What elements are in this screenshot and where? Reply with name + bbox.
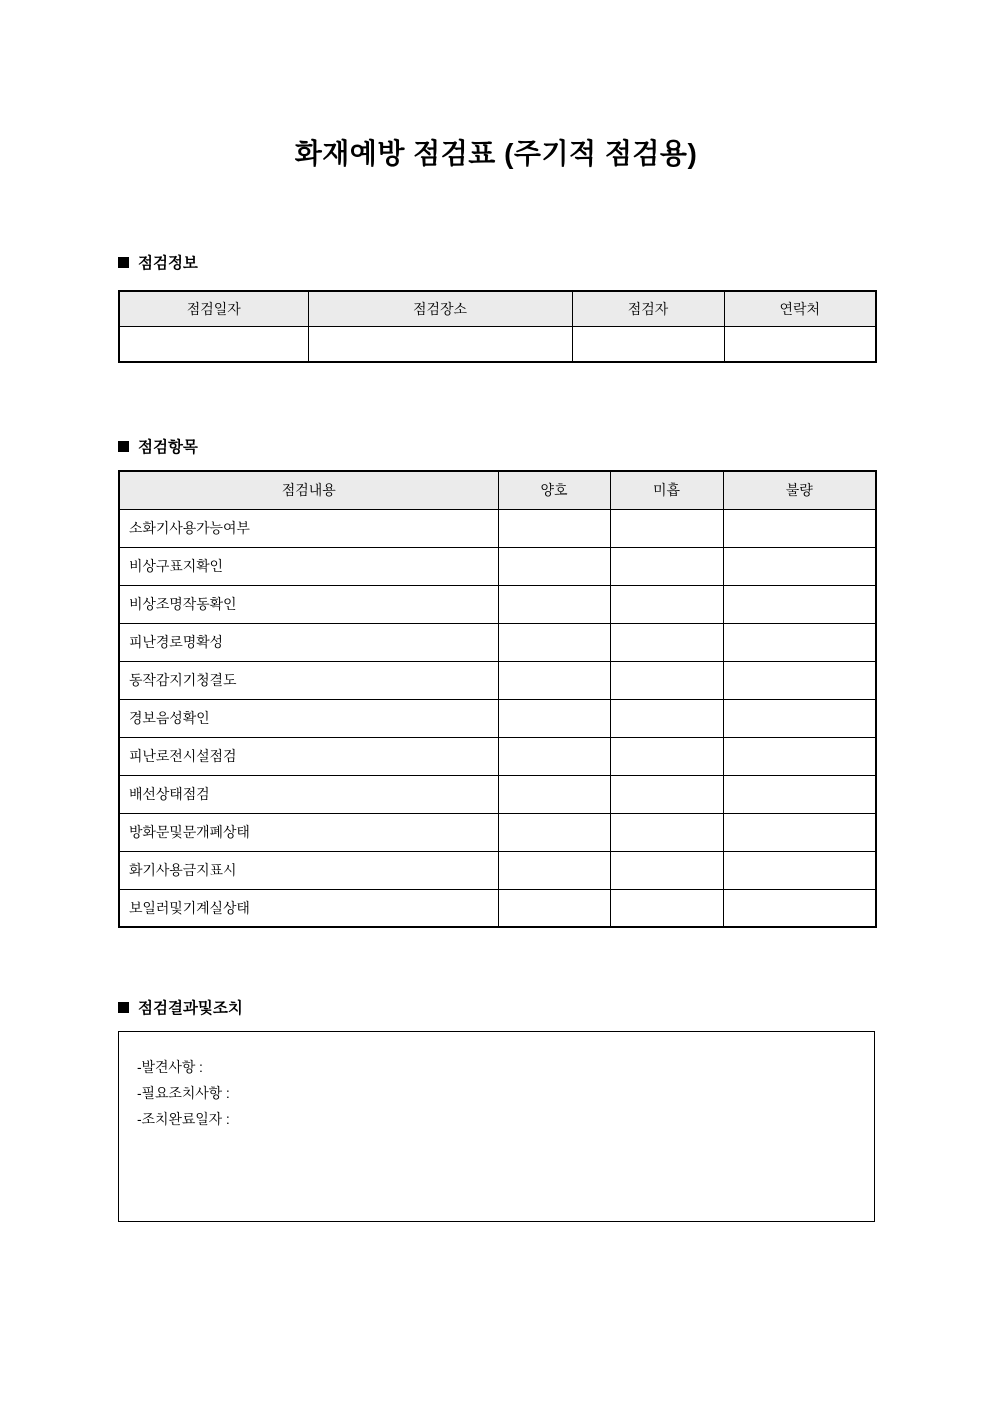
bad-mark-cell[interactable] [723,585,876,623]
info-value-contact[interactable] [724,326,876,362]
result-line-findings: -발견사항 : [137,1059,203,1075]
section-heading-info-label: 점검정보 [138,255,198,272]
fair-mark-cell[interactable] [610,889,723,927]
section-heading-info [118,251,198,273]
table-row [119,699,876,737]
item-name-cell: 피난경로명확성 [119,623,498,661]
info-header-date: 점검일자 [119,291,308,326]
bad-mark-cell[interactable] [723,547,876,585]
section-heading-result [118,996,243,1018]
table-row [119,326,876,362]
info-value-person[interactable] [572,326,724,362]
fair-mark-cell[interactable] [610,699,723,737]
good-mark-cell[interactable] [498,585,610,623]
section-heading-result-label: 점검결과및조치 [138,1000,243,1017]
info-value-place[interactable] [308,326,572,362]
section-heading-items [118,435,198,457]
table-row [119,547,876,585]
good-mark-cell[interactable] [498,737,610,775]
good-mark-cell[interactable] [498,509,610,547]
good-mark-cell[interactable] [498,699,610,737]
square-bullet-icon [118,441,129,452]
item-name-cell: 피난로전시설점검 [119,737,498,775]
items-header-good: 양호 [498,471,610,509]
page-title: 화재예방 점검표 (주기적 점검용) [294,138,698,169]
table-header-row [119,291,876,326]
item-name-cell: 화기사용금지표시 [119,851,498,889]
fair-mark-cell[interactable] [610,509,723,547]
inspection-info-table [118,290,877,363]
bad-mark-cell[interactable] [723,737,876,775]
items-header-bad: 불량 [723,471,876,509]
good-mark-cell[interactable] [498,661,610,699]
table-row [119,661,876,699]
items-header-fair: 미흡 [610,471,723,509]
item-name-cell: 동작감지기청결도 [119,661,498,699]
table-row [119,585,876,623]
items-header-content: 점검내용 [119,471,498,509]
fair-mark-cell[interactable] [610,623,723,661]
good-mark-cell[interactable] [498,889,610,927]
fair-mark-cell[interactable] [610,585,723,623]
info-header-contact: 연락처 [724,291,876,326]
result-line-required-actions: -필요조치사항 : [137,1085,230,1101]
good-mark-cell[interactable] [498,623,610,661]
item-name-cell: 배선상태점검 [119,775,498,813]
info-header-place: 점검장소 [308,291,572,326]
bad-mark-cell[interactable] [723,623,876,661]
good-mark-cell[interactable] [498,813,610,851]
item-name-cell: 방화문및문개폐상태 [119,813,498,851]
fair-mark-cell[interactable] [610,851,723,889]
result-line-completion-date: -조치완료일자 : [137,1111,230,1127]
item-name-cell: 비상구표지확인 [119,547,498,585]
table-row [119,889,876,927]
bad-mark-cell[interactable] [723,889,876,927]
section-heading-items-label: 점검항목 [138,439,198,456]
info-header-person: 점검자 [572,291,724,326]
table-row [119,623,876,661]
square-bullet-icon [118,1002,129,1013]
table-row [119,737,876,775]
inspection-items-table [118,470,877,928]
square-bullet-icon [118,257,129,268]
table-row [119,813,876,851]
bad-mark-cell[interactable] [723,509,876,547]
table-row [119,509,876,547]
bad-mark-cell[interactable] [723,775,876,813]
fair-mark-cell[interactable] [610,813,723,851]
bad-mark-cell[interactable] [723,813,876,851]
fair-mark-cell[interactable] [610,547,723,585]
item-name-cell: 보일러및기계실상태 [119,889,498,927]
info-value-date[interactable] [119,326,308,362]
fair-mark-cell[interactable] [610,775,723,813]
good-mark-cell[interactable] [498,851,610,889]
good-mark-cell[interactable] [498,547,610,585]
result-notes-box[interactable] [118,1031,875,1222]
fair-mark-cell[interactable] [610,661,723,699]
fair-mark-cell[interactable] [610,737,723,775]
bad-mark-cell[interactable] [723,699,876,737]
bad-mark-cell[interactable] [723,851,876,889]
item-name-cell: 비상조명작동확인 [119,585,498,623]
item-name-cell: 소화기사용가능여부 [119,509,498,547]
table-header-row [119,471,876,509]
good-mark-cell[interactable] [498,775,610,813]
bad-mark-cell[interactable] [723,661,876,699]
table-row [119,775,876,813]
item-name-cell: 경보음성확인 [119,699,498,737]
table-row [119,851,876,889]
